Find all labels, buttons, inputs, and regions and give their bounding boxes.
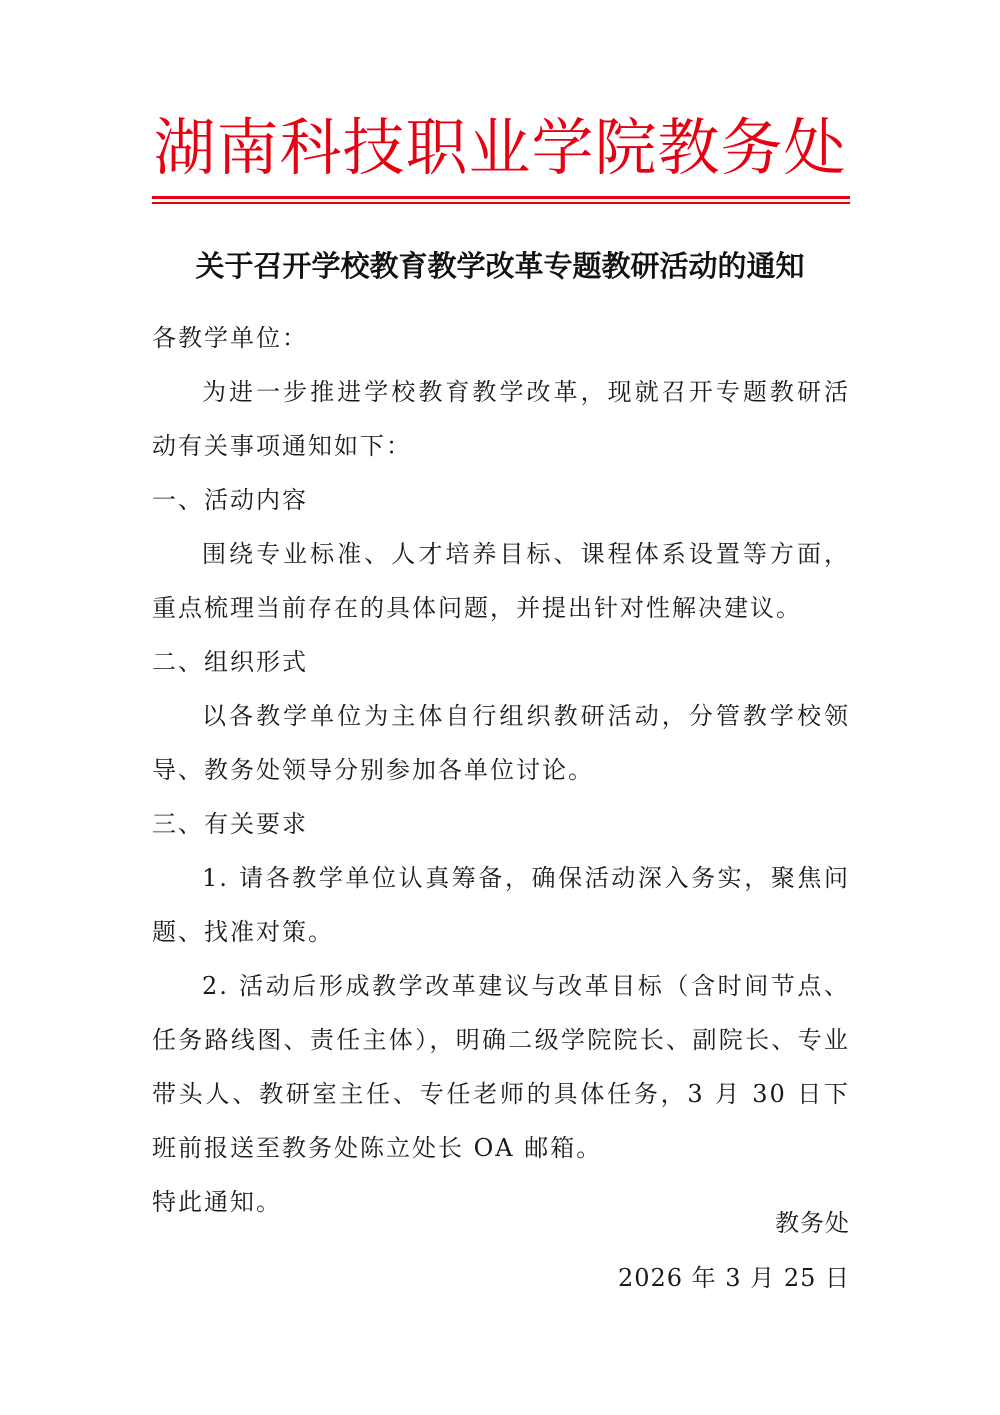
issuing-office-header: 湖南科技职业学院教务处: [153, 111, 847, 184]
section-content-paragraph: 围绕专业标准、人才培养目标、课程体系设置等方面，重点梳理当前存在的具体问题，并提出针对性解决建议。: [152, 540, 850, 622]
requirement-item-1: 1. 请各教学单位认真筹备，确保活动深入务实，聚焦问题、找准对策。: [152, 864, 850, 946]
notice-body: [152, 311, 850, 1229]
header-rule-thin: [152, 202, 850, 204]
section-heading-format: 二、组织形式: [152, 648, 308, 676]
section-heading-requirements: 三、有关要求: [152, 810, 308, 838]
intro-paragraph: 为进一步推进学校教育教学改革，现就召开专题教研活动有关事项通知如下：: [152, 378, 850, 460]
section-format-paragraph: 以各教学单位为主体自行组织教研活动，分管教学校领导、教务处领导分别参加各单位讨论。: [152, 702, 850, 784]
signature: 教务处: [775, 1209, 850, 1237]
salutation: 各教学单位：: [152, 324, 308, 352]
header-rule-thick: [152, 196, 850, 199]
date-line: 2026 年 3 月 25 日: [617, 1264, 850, 1292]
section-heading-content: 一、活动内容: [152, 486, 308, 514]
requirement-item-2: 2. 活动后形成教学改革建议与改革目标（含时间节点、任务路线图、责任主体），明确二级学院院长、副院长、专业带头人、教研室主任、专任老师的具体任务，3 月 30 日下班前报送至教务处陈立处长 OA 邮箱。: [152, 972, 850, 1162]
notice-title: 关于召开学校教育教学改革专题教研活动的通知: [195, 249, 805, 283]
closing-line: 特此通知。: [152, 1188, 282, 1216]
